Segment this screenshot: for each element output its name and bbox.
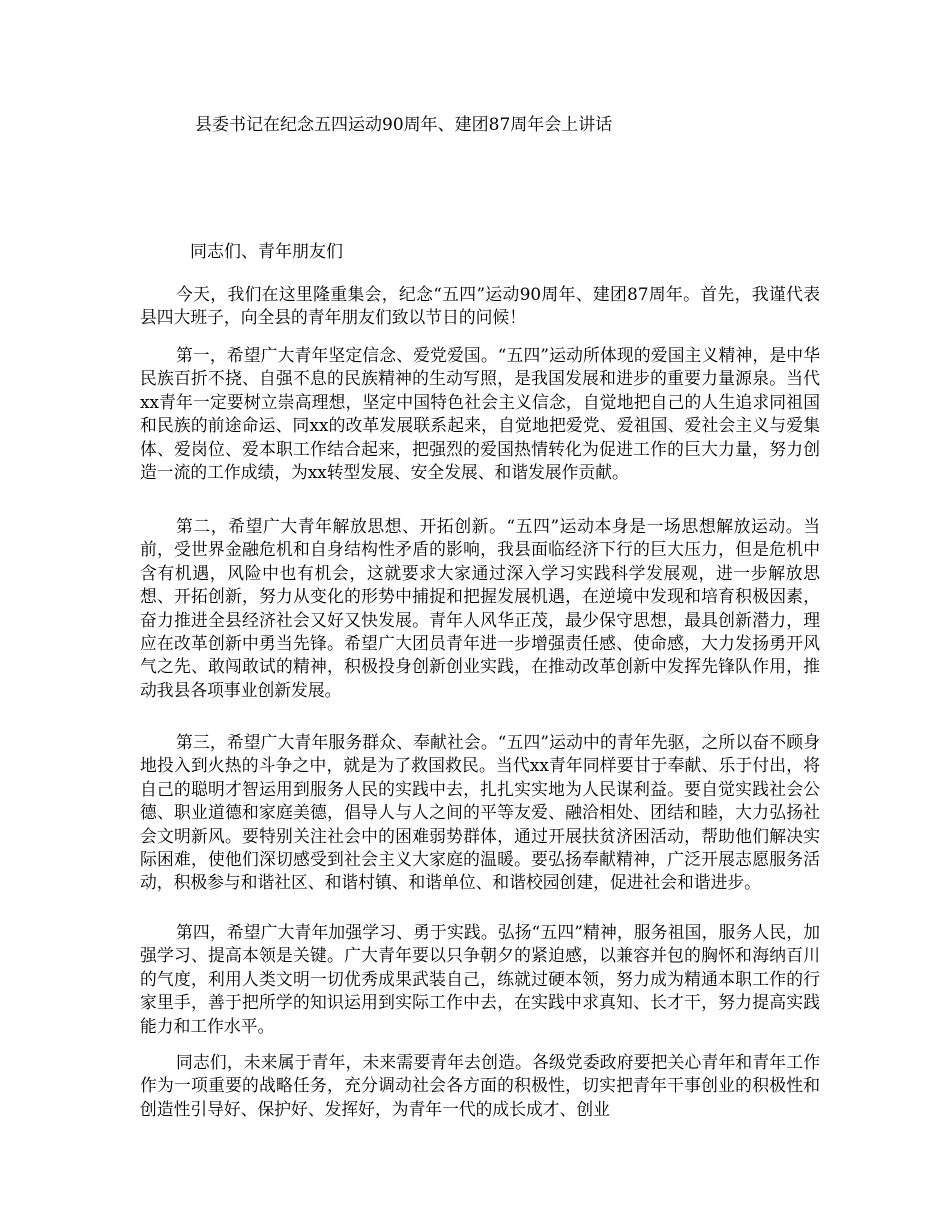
document-title: 县委书记在纪念五四运动90周年、建团87周年会上讲话 xyxy=(195,115,613,135)
salutation: 同志们、青年朋友们 xyxy=(190,242,343,262)
paragraph-third-point: 第三，希望广大青年服务群众、奉献社会。“五四”运动中的青年先驱，之所以奋不顾身地投入到火热的斗争之中，就是为了救国救民。当代xx青年同样要甘于奉献、乐于付出，将自己的聪明才智运用到服务人民的实践中去，扎扎实实地为人民谋利益。要自觉实践社会公德、职业道德和家庭美德，倡导人与人之间的平等友爱、融洽相处、团结和睦，大力弘扬社会文明新风。要特别关注社会中的困难弱势群体，通过开展扶贫济困活动，帮助他们解决实际困难，使他们深切感受到社会主义大家庭的温暖。要弘扬奉献精神，广泛开展志愿服务活动，积极参与和谐社区、和谐村镇、和谐单位、和谐校园创建，促进社会和谐进步。 xyxy=(140,732,820,893)
paragraph-closing: 同志们，未来属于青年，未来需要青年去创造。各级党委政府要把关心青年和青年工作作为一项重要的战略任务，充分调动社会各方面的积极性，切实把青年干事创业的积极性和创造性引导好、保护好、发挥好，为青年一代的成长成才、创业 xyxy=(140,1052,820,1119)
paragraph-first-point: 第一，希望广大青年坚定信念、爱党爱国。“五四”运动所体现的爱国主义精神，是中华民族百折不挠、自强不息的民族精神的生动写照，是我国发展和进步的重要力量源泉。当代xx青年一定要树立崇高理想，坚定中国特色社会主义信念，自觉地把自己的人生追求同祖国和民族的前途命运、同xx的改革发展联系起来，自觉地把爱党、爱祖国、爱社会主义与爱集体、爱岗位、爱本职工作结合起来，把强烈的爱国热情转化为促进工作的巨大力量，努力创造一流的工作成绩，为xx转型发展、安全发展、和谐发展作贡献。 xyxy=(140,345,820,483)
paragraph-fourth-point: 第四，希望广大青年加强学习、勇于实践。弘扬“五四”精神，服务祖国，服务人民，加强学习、提高本领是关键。广大青年要以只争朝夕的紧迫感，以兼容并包的胸怀和海纳百川的气度，利用人类文明一切优秀成果武装自己，练就过硬本领，努力成为精通本职工作的行家里手，善于把所学的知识运用到实际工作中去，在实践中求真知、长才干，努力提高实践能力和工作水平。 xyxy=(140,922,820,1036)
paragraph-second-point: 第二，希望广大青年解放思想、开拓创新。“五四”运动本身是一场思想解放运动。当前，受世界金融危机和自身结构性矛盾的影响，我县面临经济下行的巨大压力，但是危机中含有机遇，风险中也有机会，这就要求大家通过深入学习实践科学发展观，进一步解放思想、开拓创新，努力从变化的形势中捕捉和把握发展机遇，在逆境中发现和培育积极因素，奋力推进全县经济社会又好又快发展。青年人风华正茂，最少保守思想，最具创新潜力，理应在改革创新中勇当先锋。希望广大团员青年进一步增强责任感、使命感，大力发扬勇开风气之先、敢闯敢试的精神，积极投身创新创业实践，在推动改革创新中发挥先锋队作用，推动我县各项事业创新发展。 xyxy=(140,516,820,700)
paragraph-greeting: 今天，我们在这里隆重集会，纪念“五四”运动90周年、建团87周年。首先，我谨代表县四大班子，向全县的青年朋友们致以节日的问候！ xyxy=(140,284,820,328)
